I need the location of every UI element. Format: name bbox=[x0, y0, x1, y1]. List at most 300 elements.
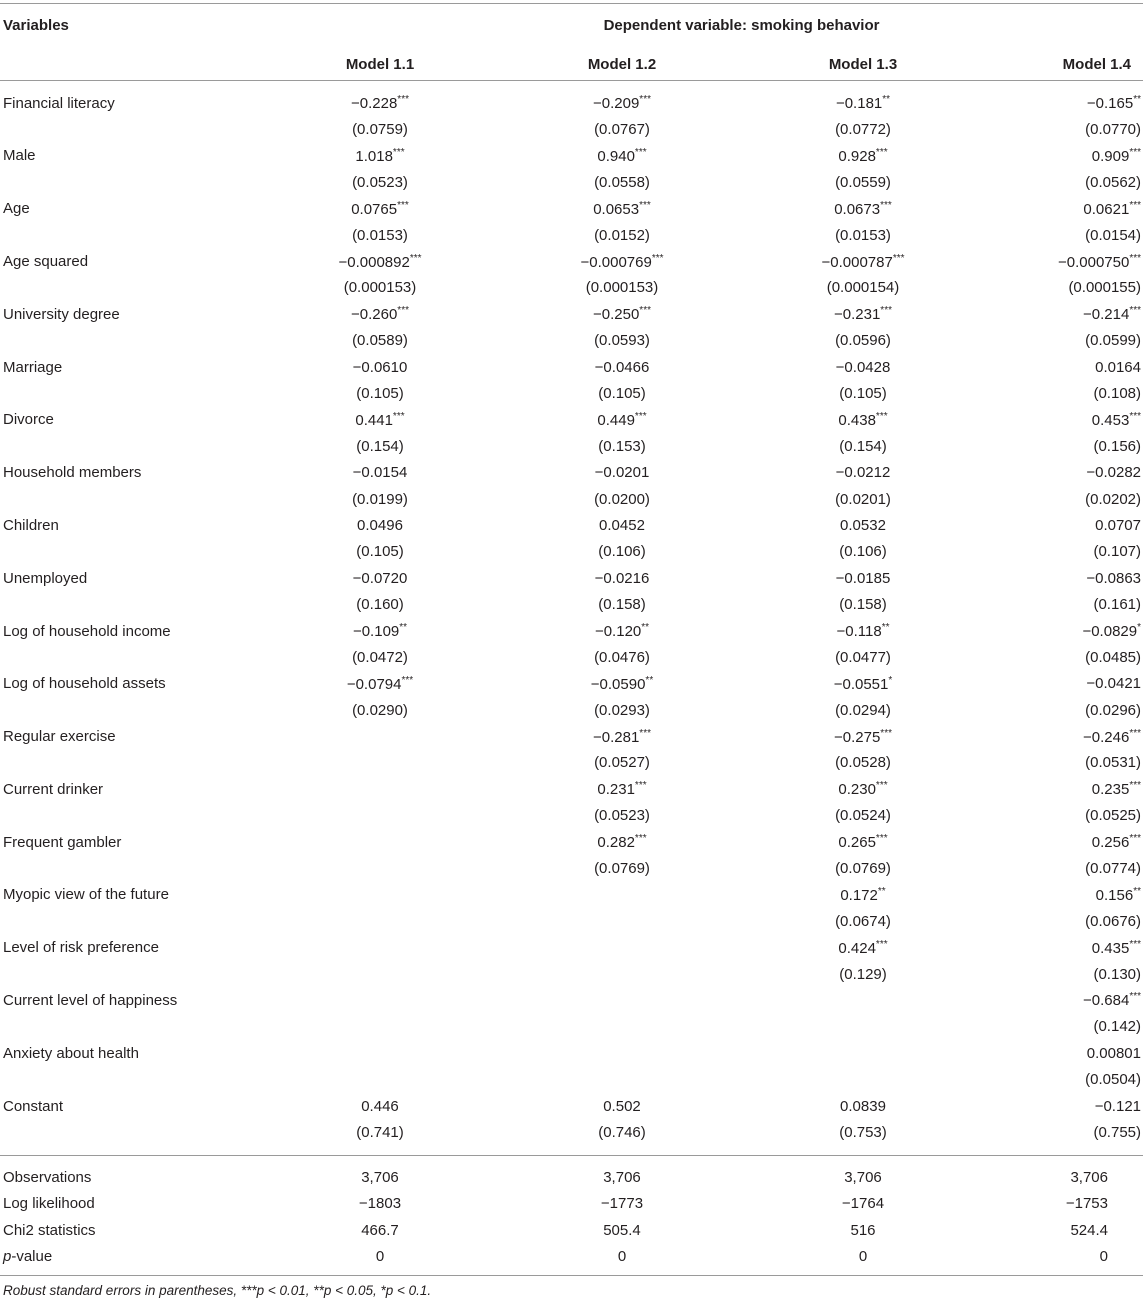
coefficient-cell: 0.0452 bbox=[599, 516, 645, 534]
standard-error-cell: (0.0676) bbox=[1085, 912, 1141, 930]
standard-error-cell: (0.0525) bbox=[1085, 807, 1141, 825]
coefficients-table bbox=[0, 90, 1143, 1146]
significance-stars: ** bbox=[882, 94, 891, 106]
coefficient-cell: 0.0707 bbox=[1095, 516, 1141, 534]
coefficient-cell bbox=[490, 1040, 754, 1066]
statistic-value: 466.7 bbox=[361, 1221, 399, 1239]
standard-error-cell: (0.741) bbox=[356, 1123, 404, 1141]
coefficient-cell bbox=[270, 723, 490, 749]
coefficient-row bbox=[0, 1040, 1143, 1066]
coefficient-cell: −0.246*** bbox=[1083, 727, 1141, 746]
significance-stars: *** bbox=[401, 674, 414, 686]
standard-error-cell: (0.106) bbox=[839, 543, 887, 561]
significance-stars: *** bbox=[1129, 305, 1141, 317]
coefficient-cell: −0.0794*** bbox=[346, 674, 414, 693]
coefficient-cell: −0.228*** bbox=[351, 94, 409, 113]
coefficient-cell: 0.441*** bbox=[355, 410, 405, 429]
model-header: Model 1.3 bbox=[828, 55, 898, 73]
standard-error-cell: (0.105) bbox=[356, 384, 404, 402]
significance-stars: *** bbox=[1129, 938, 1141, 950]
coefficient-cell: −0.0201 bbox=[594, 464, 650, 482]
variable-label: University degree bbox=[3, 305, 120, 323]
standard-error-cell: (0.161) bbox=[1093, 596, 1141, 614]
standard-error-cell: (0.0202) bbox=[1085, 490, 1141, 508]
coefficient-cell: 0.928*** bbox=[838, 146, 888, 165]
coefficient-cell: 0.424*** bbox=[838, 938, 888, 957]
coefficient-cell bbox=[490, 882, 754, 908]
significance-stars: ** bbox=[641, 622, 650, 633]
variable-label: Financial literacy bbox=[3, 94, 115, 112]
coefficient-row bbox=[0, 776, 1143, 802]
coefficient-cell: −0.0466 bbox=[594, 358, 650, 376]
variable-label: Anxiety about health bbox=[3, 1044, 139, 1062]
significance-stars: * bbox=[888, 674, 893, 686]
statistic-row bbox=[0, 1217, 1143, 1244]
standard-error-cell: (0.0523) bbox=[594, 807, 650, 825]
significance-stars: *** bbox=[639, 727, 651, 739]
standard-error-row bbox=[0, 116, 1143, 142]
standard-error-cell bbox=[490, 961, 754, 987]
standard-error-cell: (0.0290) bbox=[352, 701, 408, 719]
significance-stars: *** bbox=[392, 146, 405, 158]
variables-header: Variables bbox=[3, 16, 69, 34]
coefficient-cell: −0.0428 bbox=[835, 358, 891, 376]
standard-error-cell: (0.746) bbox=[598, 1123, 646, 1141]
standard-error-row bbox=[0, 433, 1143, 459]
significance-stars: *** bbox=[639, 199, 651, 211]
standard-error-cell: (0.142) bbox=[1093, 1018, 1141, 1036]
significance-stars: ** bbox=[1133, 94, 1141, 106]
model-header: Model 1.4 bbox=[1062, 55, 1132, 73]
coefficient-cell: −0.0551* bbox=[833, 674, 893, 693]
significance-stars: *** bbox=[880, 727, 892, 739]
standard-error-cell: (0.0769) bbox=[835, 860, 891, 878]
coefficient-cell: 0.449*** bbox=[597, 410, 647, 429]
standard-error-cell: (0.000153) bbox=[585, 279, 659, 297]
coefficient-row bbox=[0, 565, 1143, 591]
coefficient-cell: −0.120** bbox=[594, 622, 650, 640]
significance-stars: *** bbox=[880, 305, 892, 317]
variable-label: Age bbox=[3, 200, 30, 218]
variable-label: Regular exercise bbox=[3, 728, 116, 746]
significance-stars: *** bbox=[397, 199, 409, 211]
coefficient-cell: 0.435*** bbox=[1091, 938, 1141, 957]
standard-error-cell: (0.107) bbox=[1093, 543, 1141, 561]
variable-label: Children bbox=[3, 516, 59, 534]
coefficient-cell: 0.0839 bbox=[840, 1097, 886, 1115]
standard-error-cell bbox=[754, 1014, 972, 1040]
coefficient-row bbox=[0, 459, 1143, 485]
significance-stars: *** bbox=[875, 410, 888, 422]
standard-error-cell: (0.0294) bbox=[835, 701, 891, 719]
variable-label: Log of household assets bbox=[3, 675, 166, 693]
standard-error-cell: (0.0593) bbox=[594, 332, 650, 350]
variable-label: Male bbox=[3, 147, 36, 165]
coefficient-cell: 0.909*** bbox=[1091, 146, 1141, 165]
standard-error-cell bbox=[270, 1066, 490, 1092]
statistic-value: −1753 bbox=[1065, 1195, 1108, 1213]
standard-error-row bbox=[0, 591, 1143, 617]
statistic-value: 516 bbox=[850, 1221, 876, 1239]
coefficient-cell: 0.0765*** bbox=[351, 199, 409, 218]
significance-stars: *** bbox=[397, 305, 409, 317]
standard-error-cell: (0.154) bbox=[839, 437, 887, 455]
coefficient-cell: −0.684*** bbox=[1083, 991, 1141, 1010]
standard-error-cell bbox=[270, 750, 490, 776]
standard-error-cell: (0.0767) bbox=[594, 121, 650, 139]
coefficient-cell: −0.000892*** bbox=[338, 252, 422, 271]
standard-error-cell: (0.0774) bbox=[1085, 860, 1141, 878]
statistic-value: −1773 bbox=[600, 1195, 644, 1213]
coefficient-cell: 0.0496 bbox=[357, 516, 403, 534]
coefficient-row bbox=[0, 987, 1143, 1013]
standard-error-cell: (0.0199) bbox=[352, 490, 408, 508]
coefficient-cell: −0.0154 bbox=[352, 464, 408, 482]
significance-stars: *** bbox=[1129, 410, 1141, 422]
standard-error-cell: (0.755) bbox=[1093, 1123, 1141, 1141]
standard-error-cell: (0.0485) bbox=[1085, 648, 1141, 666]
coefficient-row bbox=[0, 90, 1143, 116]
statistic-label: Chi2 statistics bbox=[3, 1221, 96, 1239]
variable-label: Unemployed bbox=[3, 569, 88, 587]
standard-error-cell: (0.156) bbox=[1093, 437, 1141, 455]
significance-stars: *** bbox=[875, 780, 888, 792]
coefficient-cell: −0.118** bbox=[836, 622, 890, 640]
coefficient-row bbox=[0, 512, 1143, 538]
standard-error-row bbox=[0, 222, 1143, 248]
significance-stars: *** bbox=[1129, 991, 1141, 1003]
standard-error-cell: (0.0596) bbox=[835, 332, 891, 350]
stats-rule bbox=[0, 1155, 1143, 1156]
statistic-value: 524.4 bbox=[1070, 1221, 1108, 1239]
coefficient-cell: −0.281*** bbox=[593, 727, 651, 746]
standard-error-cell: (0.0531) bbox=[1085, 754, 1141, 772]
coefficient-row bbox=[0, 671, 1143, 697]
coefficient-row bbox=[0, 882, 1143, 908]
significance-stars: *** bbox=[409, 252, 422, 264]
coefficient-cell: −0.0282 bbox=[1086, 464, 1141, 482]
standard-error-cell: (0.0770) bbox=[1085, 121, 1141, 139]
coefficient-cell: 0.172** bbox=[840, 885, 886, 904]
standard-error-cell: (0.0476) bbox=[594, 648, 650, 666]
standard-error-cell: (0.129) bbox=[839, 965, 887, 983]
standard-error-cell: (0.106) bbox=[598, 543, 646, 561]
variable-label: Marriage bbox=[3, 358, 63, 376]
statistic-value: 505.4 bbox=[603, 1221, 641, 1239]
standard-error-cell: (0.0559) bbox=[835, 173, 891, 191]
standard-error-row bbox=[0, 539, 1143, 565]
standard-error-cell: (0.0524) bbox=[835, 807, 891, 825]
significance-stars: ** bbox=[645, 674, 654, 686]
variable-label: Divorce bbox=[3, 411, 54, 429]
standard-error-cell: (0.105) bbox=[356, 543, 404, 561]
standard-error-cell: (0.105) bbox=[598, 384, 646, 402]
statistic-label: p-value bbox=[3, 1248, 53, 1266]
coefficient-cell: 0.156** bbox=[1095, 885, 1141, 904]
significance-stars: *** bbox=[875, 938, 888, 950]
significance-stars: ** bbox=[877, 885, 886, 897]
table-header bbox=[0, 4, 1143, 82]
standard-error-row bbox=[0, 486, 1143, 512]
statistic-value: 0 bbox=[375, 1248, 385, 1266]
variable-label: Current level of happiness bbox=[3, 991, 178, 1009]
significance-stars: *** bbox=[634, 780, 647, 792]
significance-stars: *** bbox=[634, 833, 647, 845]
coefficient-cell: 0.502 bbox=[603, 1097, 641, 1115]
variable-label: Frequent gambler bbox=[3, 833, 122, 851]
variable-label: Log of household income bbox=[3, 622, 171, 640]
model-header: Model 1.2 bbox=[587, 55, 657, 73]
significance-stars: *** bbox=[1129, 146, 1141, 158]
significance-stars: *** bbox=[1129, 199, 1141, 211]
coefficient-cell bbox=[270, 829, 490, 855]
standard-error-cell: (0.0200) bbox=[594, 490, 650, 508]
standard-error-cell: (0.0528) bbox=[835, 754, 891, 772]
coefficient-cell bbox=[270, 1040, 490, 1066]
coefficient-cell: −0.209*** bbox=[593, 94, 651, 113]
coefficient-cell: 0.0532 bbox=[840, 516, 886, 534]
standard-error-cell: (0.0769) bbox=[594, 860, 650, 878]
coefficient-cell: −0.250*** bbox=[593, 305, 651, 324]
variable-label: Household members bbox=[3, 464, 142, 482]
statistic-value: 3,706 bbox=[603, 1168, 641, 1186]
standard-error-cell: (0.0477) bbox=[835, 648, 891, 666]
significance-stars: *** bbox=[875, 146, 888, 158]
standard-error-cell bbox=[270, 803, 490, 829]
standard-error-cell bbox=[754, 1066, 972, 1092]
standard-error-cell: (0.0152) bbox=[594, 226, 650, 244]
standard-error-cell: (0.0527) bbox=[594, 754, 650, 772]
coefficient-cell: −0.231*** bbox=[834, 305, 892, 324]
coefficient-cell: 0.00801 bbox=[1086, 1044, 1141, 1062]
coefficient-row bbox=[0, 723, 1143, 749]
standard-error-row bbox=[0, 380, 1143, 406]
standard-error-cell: (0.000154) bbox=[826, 279, 900, 297]
coefficient-cell bbox=[754, 1040, 972, 1066]
significance-stars: ** bbox=[1133, 885, 1141, 897]
coefficient-cell: 0.282*** bbox=[597, 833, 647, 852]
variable-label: Level of risk preference bbox=[3, 939, 159, 957]
standard-error-cell: (0.0599) bbox=[1085, 332, 1141, 350]
coefficient-row bbox=[0, 196, 1143, 222]
statistic-value: 0 bbox=[617, 1248, 627, 1266]
coefficient-cell: 0.446 bbox=[361, 1097, 399, 1115]
significance-stars: *** bbox=[1129, 833, 1141, 845]
coefficient-cell bbox=[270, 987, 490, 1013]
header-rule bbox=[0, 80, 1143, 81]
statistic-row bbox=[0, 1191, 1143, 1218]
dependent-variable-header: Dependent variable: smoking behavior bbox=[603, 16, 880, 34]
standard-error-cell bbox=[490, 908, 754, 934]
bottom-rule bbox=[0, 1275, 1143, 1276]
coefficient-cell: 0.940*** bbox=[597, 146, 647, 165]
standard-error-cell: (0.0562) bbox=[1085, 173, 1141, 191]
coefficient-row bbox=[0, 1093, 1143, 1119]
coefficient-row bbox=[0, 248, 1143, 274]
variable-label: Myopic view of the future bbox=[3, 886, 169, 904]
coefficient-cell: 0.231*** bbox=[597, 780, 647, 799]
standard-error-row bbox=[0, 855, 1143, 881]
standard-error-row bbox=[0, 1119, 1143, 1145]
significance-stars: *** bbox=[1129, 252, 1141, 264]
variable-label: Current drinker bbox=[3, 780, 104, 798]
standard-error-cell bbox=[490, 1066, 754, 1092]
standard-error-cell bbox=[270, 908, 490, 934]
standard-error-cell: (0.0154) bbox=[1085, 226, 1141, 244]
coefficient-row bbox=[0, 143, 1143, 169]
significance-stars: ** bbox=[881, 622, 890, 633]
standard-error-cell: (0.0558) bbox=[594, 173, 650, 191]
coefficient-row bbox=[0, 618, 1143, 644]
standard-error-cell: (0.0296) bbox=[1085, 701, 1141, 719]
coefficient-cell bbox=[270, 776, 490, 802]
standard-error-row bbox=[0, 169, 1143, 195]
statistic-row bbox=[0, 1244, 1143, 1271]
coefficient-cell: −0.275*** bbox=[834, 727, 892, 746]
coefficient-cell: −0.0863 bbox=[1086, 569, 1141, 587]
standard-error-row bbox=[0, 961, 1143, 987]
coefficient-cell bbox=[270, 882, 490, 908]
standard-error-cell: (0.000155) bbox=[1068, 279, 1141, 297]
standard-error-cell: (0.0153) bbox=[352, 226, 408, 244]
standard-error-row bbox=[0, 908, 1143, 934]
standard-error-cell bbox=[490, 1014, 754, 1040]
standard-error-cell: (0.0759) bbox=[352, 121, 408, 139]
coefficient-cell: −0.165** bbox=[1086, 94, 1141, 113]
statistic-label: Log likelihood bbox=[3, 1195, 95, 1213]
standard-error-cell bbox=[270, 855, 490, 881]
significance-stars: *** bbox=[880, 199, 892, 211]
coefficient-cell: −0.109** bbox=[352, 622, 408, 640]
standard-error-cell: (0.0293) bbox=[594, 701, 650, 719]
standard-error-cell: (0.0523) bbox=[352, 173, 408, 191]
coefficient-cell: −0.181** bbox=[835, 94, 891, 113]
standard-error-row bbox=[0, 697, 1143, 723]
model-header: Model 1.1 bbox=[345, 55, 415, 73]
standard-error-cell: (0.0772) bbox=[835, 121, 891, 139]
standard-error-cell: (0.153) bbox=[598, 437, 646, 455]
significance-stars: ** bbox=[399, 622, 408, 633]
coefficient-row bbox=[0, 407, 1143, 433]
significance-stars: *** bbox=[634, 410, 647, 422]
coefficient-cell: 0.230*** bbox=[838, 780, 888, 799]
table-footnote: Robust standard errors in parentheses, ***p < 0.01, **p < 0.05, *p < 0.1. bbox=[3, 1283, 432, 1298]
standard-error-row bbox=[0, 275, 1143, 301]
coefficient-cell bbox=[490, 935, 754, 961]
coefficient-cell: 0.235*** bbox=[1091, 780, 1141, 799]
significance-stars: *** bbox=[639, 94, 651, 106]
coefficient-cell: 0.256*** bbox=[1091, 833, 1141, 852]
standard-error-row bbox=[0, 750, 1143, 776]
variable-label: Age squared bbox=[3, 253, 89, 271]
coefficient-cell: −0.0212 bbox=[835, 464, 891, 482]
standard-error-cell: (0.105) bbox=[839, 384, 887, 402]
coefficient-cell: 0.438*** bbox=[838, 410, 888, 429]
significance-stars: *** bbox=[392, 410, 405, 422]
standard-error-cell: (0.0153) bbox=[835, 226, 891, 244]
coefficient-cell: −0.214*** bbox=[1083, 305, 1141, 324]
coefficient-row bbox=[0, 829, 1143, 855]
standard-error-cell: (0.0589) bbox=[352, 332, 408, 350]
statistics-table bbox=[0, 1164, 1143, 1270]
significance-stars: *** bbox=[875, 833, 888, 845]
statistic-label: Observations bbox=[3, 1168, 92, 1186]
coefficient-cell: −0.000787*** bbox=[821, 252, 905, 271]
significance-stars: *** bbox=[397, 94, 409, 106]
significance-stars: *** bbox=[639, 305, 651, 317]
coefficient-cell: 0.0621*** bbox=[1083, 199, 1141, 218]
coefficient-row bbox=[0, 301, 1143, 327]
standard-error-cell: (0.130) bbox=[1093, 965, 1141, 983]
coefficient-cell: −0.0610 bbox=[352, 358, 408, 376]
standard-error-cell bbox=[270, 961, 490, 987]
coefficient-cell bbox=[490, 987, 754, 1013]
coefficient-cell: −0.0216 bbox=[594, 569, 650, 587]
standard-error-cell: (0.000153) bbox=[343, 279, 417, 297]
standard-error-row bbox=[0, 1014, 1143, 1040]
coefficient-cell: −0.121 bbox=[1094, 1097, 1141, 1115]
standard-error-row bbox=[0, 1066, 1143, 1092]
coefficient-cell: 0.0673*** bbox=[834, 199, 892, 218]
significance-stars: *** bbox=[1129, 780, 1141, 792]
coefficient-cell: 0.0653*** bbox=[593, 199, 651, 218]
coefficient-row bbox=[0, 935, 1143, 961]
standard-error-cell: (0.0674) bbox=[835, 912, 891, 930]
significance-stars: *** bbox=[651, 252, 664, 264]
coefficient-cell: −0.0829* bbox=[1082, 622, 1141, 640]
standard-error-row bbox=[0, 328, 1143, 354]
coefficient-cell: 0.453*** bbox=[1091, 410, 1141, 429]
coefficient-cell: −0.0421 bbox=[1086, 675, 1141, 693]
statistic-value: 3,706 bbox=[1070, 1168, 1108, 1186]
coefficient-row bbox=[0, 354, 1143, 380]
standard-error-cell: (0.0504) bbox=[1085, 1071, 1141, 1089]
coefficient-cell: −0.000769*** bbox=[580, 252, 664, 271]
significance-stars: *** bbox=[634, 146, 647, 158]
standard-error-row bbox=[0, 644, 1143, 670]
coefficient-cell: 1.018*** bbox=[355, 146, 405, 165]
standard-error-cell: (0.753) bbox=[839, 1123, 887, 1141]
coefficient-cell: −0.000750*** bbox=[1057, 252, 1141, 271]
significance-stars: * bbox=[1137, 622, 1141, 633]
standard-error-row bbox=[0, 803, 1143, 829]
significance-stars: *** bbox=[892, 252, 905, 264]
statistic-value: 0 bbox=[858, 1248, 868, 1266]
standard-error-cell bbox=[270, 1014, 490, 1040]
coefficient-cell: −0.0720 bbox=[352, 569, 408, 587]
coefficient-cell: 0.265*** bbox=[838, 833, 888, 852]
statistic-value: 3,706 bbox=[844, 1168, 882, 1186]
standard-error-cell: (0.0472) bbox=[352, 648, 408, 666]
statistic-value: −1764 bbox=[841, 1195, 885, 1213]
standard-error-cell: (0.160) bbox=[356, 596, 404, 614]
coefficient-cell bbox=[270, 935, 490, 961]
standard-error-cell: (0.158) bbox=[598, 596, 646, 614]
standard-error-cell: (0.154) bbox=[356, 437, 404, 455]
standard-error-cell: (0.108) bbox=[1093, 384, 1141, 402]
statistic-value: 0 bbox=[1099, 1248, 1108, 1266]
statistic-value: −1803 bbox=[358, 1195, 402, 1213]
standard-error-cell: (0.158) bbox=[839, 596, 887, 614]
variable-label: Constant bbox=[3, 1097, 64, 1115]
coefficient-cell: −0.0590** bbox=[590, 674, 654, 693]
significance-stars: *** bbox=[1129, 727, 1141, 739]
coefficient-cell: 0.0164 bbox=[1095, 358, 1141, 376]
coefficient-cell bbox=[754, 987, 972, 1013]
statistic-row bbox=[0, 1164, 1143, 1191]
coefficient-cell: −0.0185 bbox=[835, 569, 891, 587]
coefficient-cell: −0.260*** bbox=[351, 305, 409, 324]
